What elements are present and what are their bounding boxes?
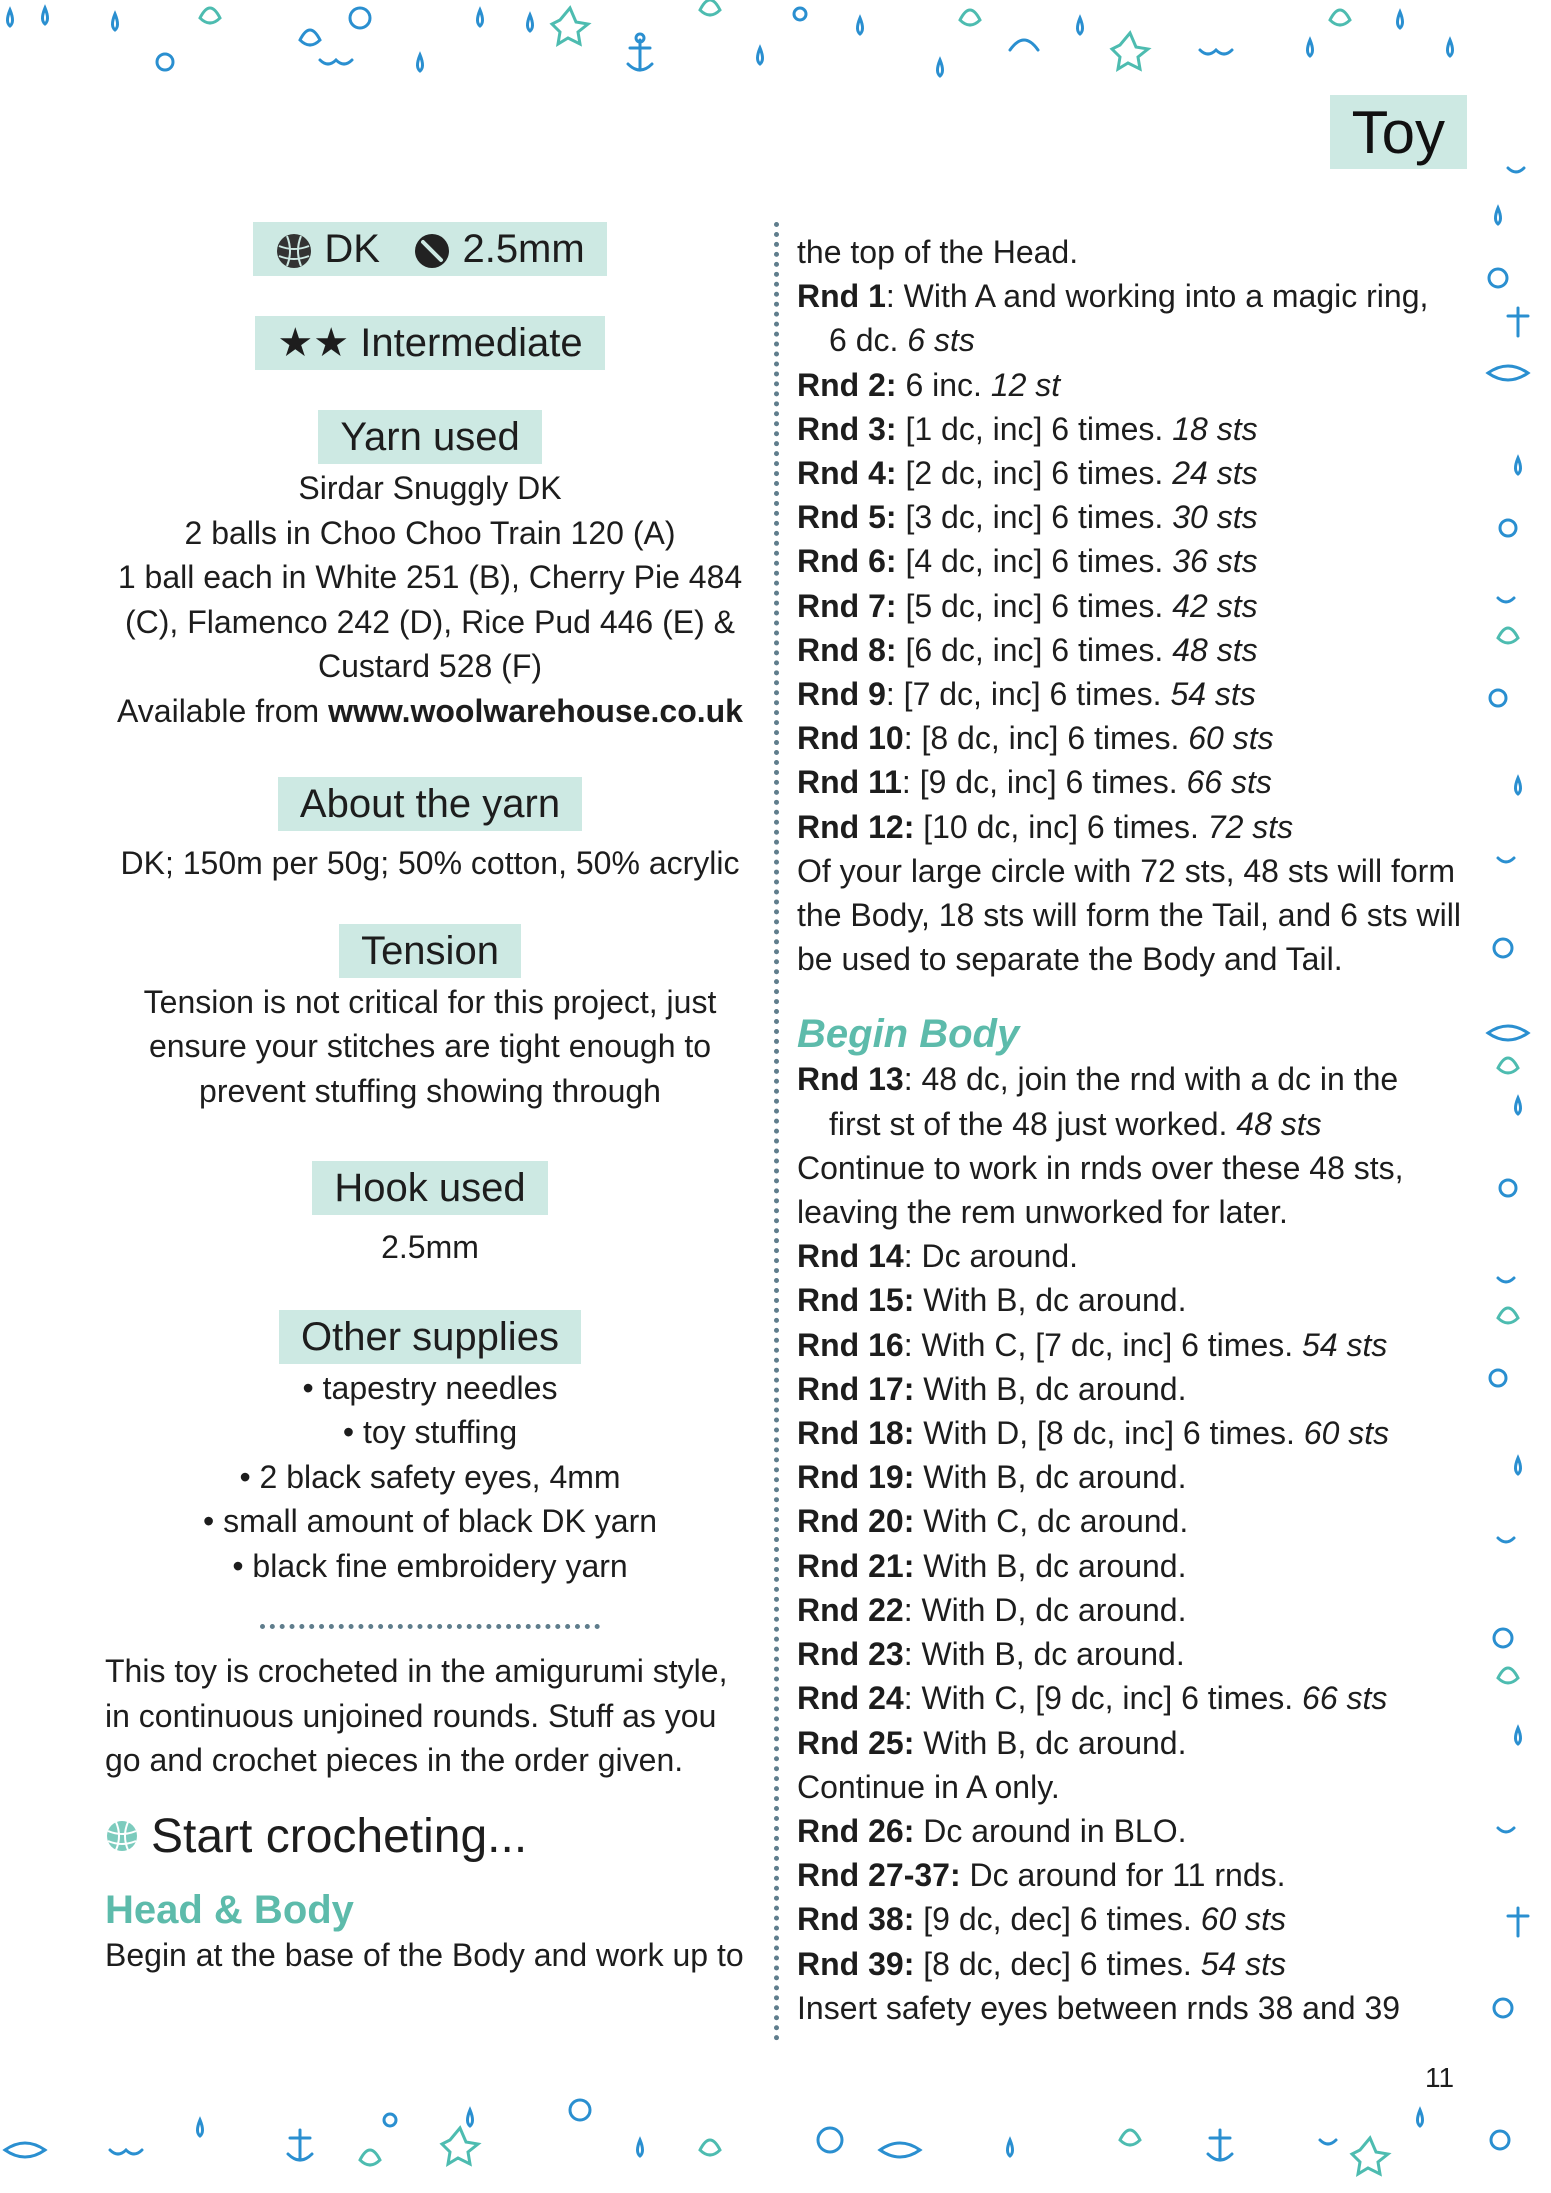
round-row bbox=[797, 363, 1457, 407]
round-label: Rnd 21: bbox=[797, 1547, 915, 1584]
round-row bbox=[797, 1544, 1457, 1588]
round-label: Rnd 11 bbox=[797, 764, 902, 801]
yarn-line: Sirdar Snuggly DK bbox=[298, 470, 562, 506]
stitch-count: 36 sts bbox=[1172, 543, 1258, 580]
head-body-text: Begin at the base of the Body and work up to bbox=[105, 1936, 744, 1973]
intro-line: This toy is crocheted in the amigurumi style, bbox=[105, 1653, 728, 1689]
round-row bbox=[797, 1942, 1457, 1986]
round-sep bbox=[914, 1946, 923, 1982]
round-row bbox=[797, 1323, 1457, 1367]
round-text: [8 dc, dec] 6 times. bbox=[923, 1945, 1201, 1982]
round-row bbox=[797, 1588, 1457, 1632]
round-text: With B, dc around. bbox=[923, 1370, 1187, 1407]
hook-used-text: 2.5mm bbox=[381, 1229, 479, 1265]
stitch-count: 66 sts bbox=[1186, 764, 1272, 801]
round-text: [5 dc, inc] 6 times. bbox=[905, 587, 1173, 624]
round-label: Rnd 14 bbox=[797, 1238, 904, 1275]
supply-item: • black fine embroidery yarn bbox=[232, 1547, 628, 1584]
tension-line: prevent stuffing showing through bbox=[199, 1072, 661, 1109]
supply-item: • toy stuffing bbox=[342, 1414, 518, 1450]
round-label: Rnd 17: bbox=[797, 1370, 915, 1407]
round-text: first st of the 48 just worked. bbox=[829, 1105, 1237, 1142]
yarn-line: (C), Flamenco 242 (D), Rice Pud 446 (E) & bbox=[125, 603, 735, 640]
round-13-cont bbox=[797, 1102, 1457, 1146]
round-text: [8 dc, inc] 6 times. bbox=[921, 720, 1189, 757]
round-text: [9 dc, dec] 6 times. bbox=[923, 1901, 1201, 1938]
rounds-list-c bbox=[797, 1809, 1457, 1986]
yarn-used-details bbox=[100, 466, 760, 733]
round-sep bbox=[914, 1459, 923, 1495]
hook-size: 2.5mm bbox=[462, 227, 585, 271]
about-yarn-heading: About the yarn bbox=[278, 777, 582, 831]
note-line: the Body, 18 sts will form the Tail, and 6 sts will bbox=[797, 897, 1461, 934]
doodle-border-right bbox=[1478, 78, 1551, 2080]
round-sep: : bbox=[903, 1326, 922, 1363]
round-row bbox=[797, 1632, 1457, 1676]
round-label: Rnd 10 bbox=[797, 720, 904, 757]
round-row bbox=[797, 628, 1457, 672]
round-label: Rnd 8: bbox=[797, 631, 897, 668]
stitch-count: 60 sts bbox=[1303, 1415, 1390, 1452]
round-row-cont bbox=[797, 318, 1457, 362]
page-number: 11 bbox=[1425, 2062, 1455, 2093]
round-text: 48 dc, join the rnd with a dc in the bbox=[921, 1061, 1399, 1098]
difficulty-label: Intermediate bbox=[360, 321, 583, 365]
round-label: Rnd 19: bbox=[797, 1459, 915, 1496]
round-label: Rnd 20: bbox=[797, 1503, 915, 1540]
round-13 bbox=[797, 1057, 1457, 1101]
round-label: Rnd 39: bbox=[797, 1945, 915, 1982]
round-row bbox=[797, 539, 1457, 583]
stitch-count: 42 sts bbox=[1172, 587, 1258, 624]
yarn-line: Custard 528 (F) bbox=[317, 648, 543, 684]
stitch-count: 60 sts bbox=[1188, 720, 1274, 757]
section-divider bbox=[260, 1624, 600, 1629]
supply-item: • small amount of black DK yarn bbox=[202, 1503, 658, 1539]
stitch-count: 60 sts bbox=[1200, 1901, 1287, 1938]
round-text: With B, dc around. bbox=[923, 1282, 1187, 1319]
round-row bbox=[797, 1455, 1457, 1499]
stitch-count: 48 sts bbox=[1236, 1105, 1322, 1142]
round-sep bbox=[914, 1901, 923, 1937]
stitch-count: 72 sts bbox=[1207, 808, 1294, 845]
left-column bbox=[100, 222, 760, 1977]
round-row bbox=[797, 1278, 1457, 1322]
round-text: 6 dc. bbox=[829, 322, 908, 359]
stitch-count: 54 sts bbox=[1302, 1326, 1388, 1363]
round-row bbox=[797, 584, 1457, 628]
hook-used-heading: Hook used bbox=[312, 1161, 547, 1215]
round-label: Rnd 1 bbox=[797, 278, 886, 315]
begin-body-heading: Begin Body bbox=[797, 1012, 1020, 1057]
round-sep: : bbox=[903, 1680, 922, 1717]
yarn-weight: DK bbox=[324, 227, 380, 271]
round-text: With C, dc around. bbox=[923, 1503, 1189, 1540]
round-text: [3 dc, inc] 6 times. bbox=[905, 499, 1173, 536]
difficulty-stars: ★★ bbox=[277, 321, 350, 365]
column-divider bbox=[774, 222, 779, 2042]
round-text: Dc around in BLO. bbox=[923, 1812, 1187, 1849]
round-row bbox=[797, 1234, 1457, 1278]
round-text: With B, dc around. bbox=[923, 1547, 1187, 1584]
round-text: With B, dc around. bbox=[923, 1459, 1187, 1496]
yarn-ball-icon bbox=[105, 1819, 139, 1853]
note-line: Continue to work in rnds over these 48 sts, bbox=[797, 1149, 1404, 1186]
stitch-count: 66 sts bbox=[1302, 1680, 1388, 1717]
round-sep bbox=[914, 809, 923, 845]
round-row bbox=[797, 1499, 1457, 1543]
doodle-border-bottom bbox=[0, 2080, 1551, 2193]
tension-line: ensure your stitches are tight enough to bbox=[148, 1028, 712, 1064]
round-sep bbox=[914, 1503, 923, 1539]
round-row bbox=[797, 1897, 1457, 1941]
rounds-list-b bbox=[797, 1234, 1457, 1764]
round-text: With C, [7 dc, inc] 6 times. bbox=[921, 1326, 1303, 1363]
round-label: Rnd 22 bbox=[797, 1591, 904, 1628]
stitch-count: 54 sts bbox=[1170, 676, 1256, 713]
retailer-link[interactable]: www.woolwarehouse.co.uk bbox=[328, 692, 743, 729]
round-sep: : bbox=[903, 1636, 922, 1673]
stitch-count: 24 sts bbox=[1172, 455, 1258, 492]
round-text: [4 dc, inc] 6 times. bbox=[905, 543, 1173, 580]
tension-heading: Tension bbox=[339, 924, 521, 978]
tension-line: Tension is not critical for this project, just bbox=[143, 983, 717, 1020]
round-text: [9 dc, inc] 6 times. bbox=[919, 764, 1187, 801]
availability bbox=[100, 689, 760, 734]
round-text: With B, dc around. bbox=[923, 1724, 1187, 1761]
round-label: Rnd 24 bbox=[797, 1680, 904, 1717]
supply-item: • 2 black safety eyes, 4mm bbox=[239, 1458, 621, 1495]
right-column bbox=[797, 230, 1461, 2030]
yarn-weight-hook-badge bbox=[253, 222, 606, 276]
round-row bbox=[797, 274, 1457, 318]
round-text: Dc around for 11 rnds. bbox=[969, 1857, 1286, 1894]
round-sep: : bbox=[903, 1591, 922, 1628]
round-label: Rnd 6: bbox=[797, 543, 897, 580]
round-row bbox=[797, 1853, 1457, 1897]
about-yarn-text: DK; 150m per 50g; 50% cotton, 50% acrylic bbox=[120, 845, 740, 881]
availability-prefix: Available from bbox=[117, 692, 329, 729]
stitch-count: 54 sts bbox=[1200, 1945, 1287, 1982]
round-row bbox=[797, 672, 1457, 716]
round-text: [2 dc, inc] 6 times. bbox=[905, 455, 1173, 492]
round-row bbox=[797, 407, 1457, 451]
round-text: Dc around. bbox=[921, 1238, 1078, 1275]
round-sep bbox=[914, 1282, 923, 1318]
round-text: [10 dc, inc] 6 times. bbox=[923, 808, 1208, 845]
doodle-border-top bbox=[0, 0, 1551, 78]
round-row bbox=[797, 451, 1457, 495]
note-line: be used to separate the Body and Tail. bbox=[797, 941, 1343, 978]
start-crocheting-heading bbox=[105, 1809, 760, 1864]
stitch-count: 12 st bbox=[990, 366, 1061, 403]
yarn-ball-icon bbox=[275, 232, 313, 270]
round-text: With C, [9 dc, inc] 6 times. bbox=[921, 1680, 1303, 1717]
round-label: Rnd 2: bbox=[797, 366, 897, 403]
round-text: [6 dc, inc] 6 times. bbox=[905, 631, 1173, 668]
round-row bbox=[797, 1367, 1457, 1411]
round-sep: : bbox=[901, 764, 920, 801]
round-label: Rnd 25: bbox=[797, 1724, 915, 1761]
round-sep: : bbox=[903, 1061, 922, 1098]
round-row bbox=[797, 1721, 1457, 1765]
round-label: Rnd 16 bbox=[797, 1326, 904, 1363]
round-sep bbox=[914, 1813, 923, 1849]
round-sep bbox=[914, 1371, 923, 1407]
round-sep: : bbox=[903, 1238, 922, 1275]
continuation-line: the top of the Head. bbox=[797, 234, 1079, 270]
yarn-used-heading: Yarn used bbox=[318, 410, 541, 464]
section-tag: Toy bbox=[1330, 95, 1467, 169]
round-text: With D, dc around. bbox=[921, 1591, 1187, 1628]
round-sep: : bbox=[885, 278, 904, 315]
intro-line: go and crochet pieces in the order given. bbox=[105, 1742, 684, 1778]
round-label: Rnd 9 bbox=[797, 676, 886, 713]
round-text: With B, dc around. bbox=[921, 1636, 1185, 1673]
note-line: Of your large circle with 72 sts, 48 sts will form bbox=[797, 852, 1455, 889]
round-row bbox=[797, 1676, 1457, 1720]
round-label: Rnd 38: bbox=[797, 1901, 915, 1938]
intro-paragraph bbox=[105, 1649, 760, 1783]
round-text: With D, [8 dc, inc] 6 times. bbox=[923, 1415, 1304, 1452]
start-heading-text: Start crocheting... bbox=[151, 1809, 528, 1863]
note-line: Continue in A only. bbox=[797, 1768, 1060, 1805]
note-line: Insert safety eyes between rnds 38 and 39 bbox=[797, 1989, 1401, 2026]
round-row bbox=[797, 716, 1457, 760]
hook-icon bbox=[413, 232, 451, 270]
round-label: Rnd 3: bbox=[797, 410, 897, 447]
round-sep bbox=[914, 1548, 923, 1584]
stitch-count: 18 sts bbox=[1172, 410, 1258, 447]
round-row bbox=[797, 495, 1457, 539]
round-row bbox=[797, 1809, 1457, 1853]
round-text: With A and working into a magic ring, bbox=[903, 278, 1429, 315]
round-label: Rnd 27-37: bbox=[797, 1857, 961, 1894]
round-row bbox=[797, 805, 1457, 849]
round-text: [7 dc, inc] 6 times. bbox=[903, 676, 1171, 713]
round-row bbox=[797, 760, 1457, 804]
round-text: 6 inc. bbox=[905, 366, 991, 403]
round-sep: : bbox=[903, 720, 922, 757]
note-line: leaving the rem unworked for later. bbox=[797, 1194, 1288, 1231]
round-label: Rnd 7: bbox=[797, 587, 897, 624]
tension-text bbox=[100, 980, 760, 1114]
round-label: Rnd 4: bbox=[797, 455, 897, 492]
intro-line: in continuous unjoined rounds. Stuff as you bbox=[105, 1697, 717, 1734]
round-label: Rnd 18: bbox=[797, 1415, 915, 1452]
yarn-line: 2 balls in Choo Choo Train 120 (A) bbox=[184, 514, 676, 551]
supplies-list bbox=[100, 1366, 760, 1589]
round-label: Rnd 23 bbox=[797, 1636, 904, 1673]
other-supplies-heading: Other supplies bbox=[279, 1310, 581, 1364]
round-label: Rnd 13 bbox=[797, 1061, 904, 1098]
round-label: Rnd 5: bbox=[797, 499, 897, 536]
round-label: Rnd 15: bbox=[797, 1282, 915, 1319]
yarn-line: 1 ball each in White 251 (B), Cherry Pie 484 bbox=[117, 559, 743, 595]
stitch-count: 48 sts bbox=[1172, 631, 1258, 668]
round-row bbox=[797, 1411, 1457, 1455]
stitch-count: 6 sts bbox=[907, 322, 975, 359]
round-text: [1 dc, inc] 6 times. bbox=[905, 410, 1173, 447]
round-sep: : bbox=[885, 676, 904, 713]
round-label: Rnd 26: bbox=[797, 1812, 915, 1849]
round-sep bbox=[914, 1725, 923, 1761]
round-label: Rnd 12: bbox=[797, 808, 915, 845]
supply-item: • tapestry needles bbox=[302, 1369, 558, 1406]
rounds-list-a bbox=[797, 274, 1457, 849]
head-body-heading: Head & Body bbox=[105, 1887, 354, 1932]
round-sep bbox=[914, 1415, 923, 1451]
difficulty-badge bbox=[255, 316, 604, 370]
stitch-count: 30 sts bbox=[1172, 499, 1258, 536]
